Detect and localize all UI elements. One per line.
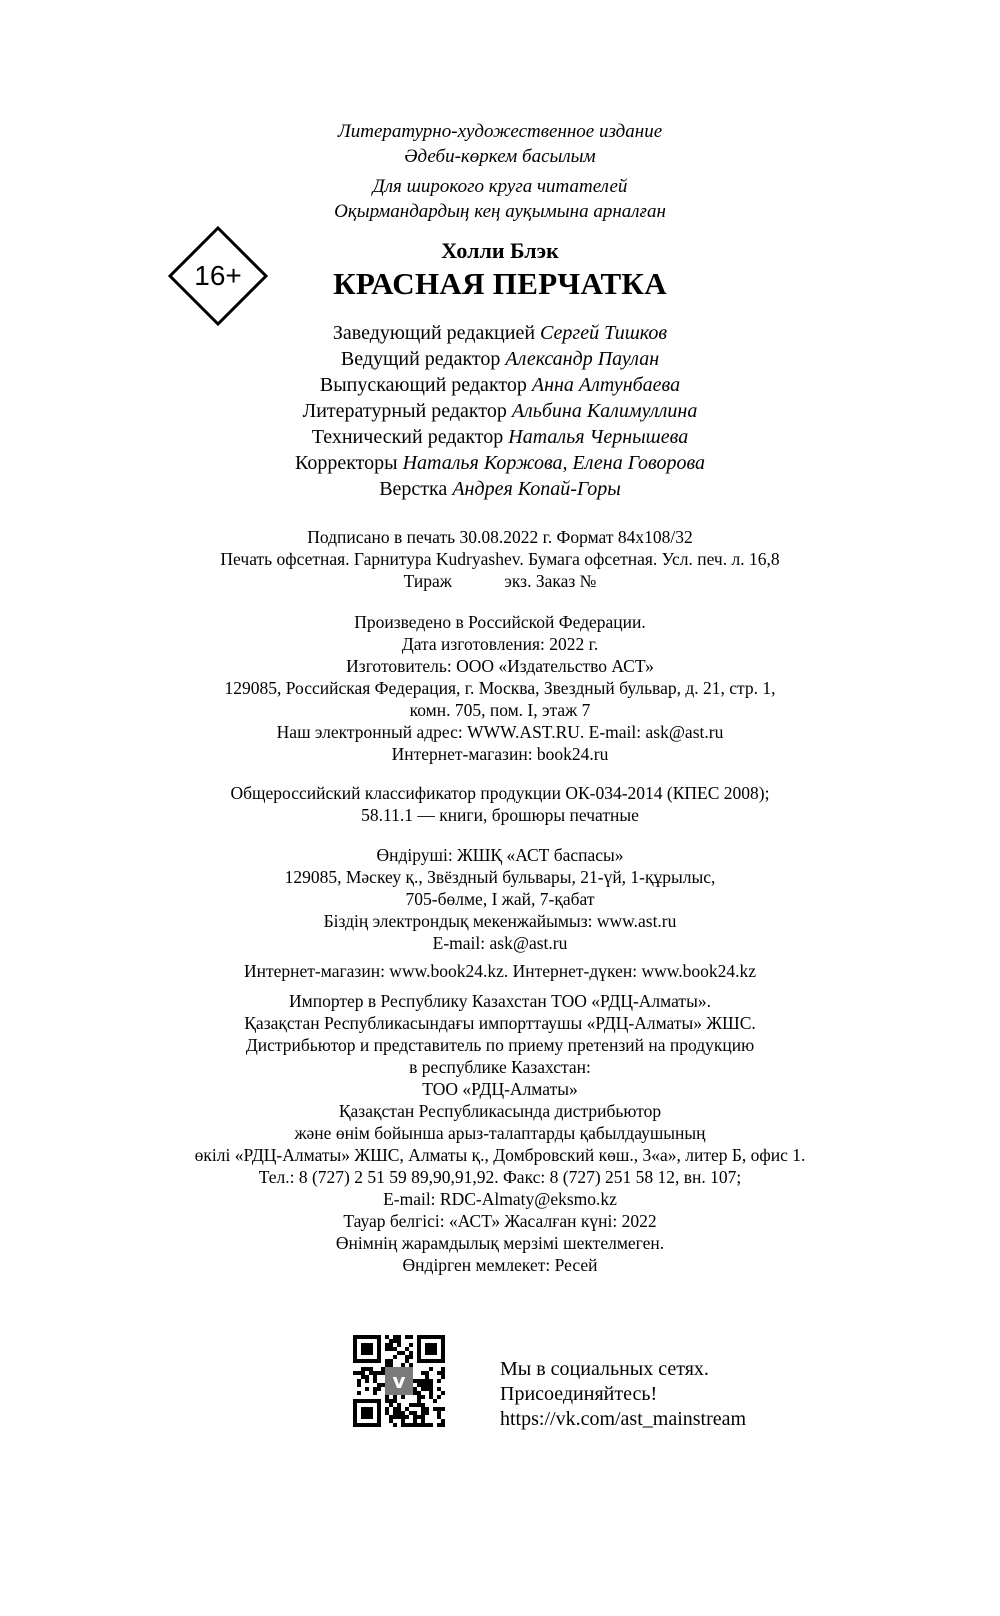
staff-person: Андрея Копай-Горы bbox=[452, 478, 621, 500]
qr-module bbox=[413, 1403, 417, 1407]
qr-module bbox=[409, 1363, 413, 1367]
qr-module bbox=[365, 1375, 369, 1379]
qr-module bbox=[393, 1347, 397, 1351]
staff-role: Выпускающий редактор bbox=[319, 374, 527, 396]
qr-module bbox=[425, 1387, 429, 1391]
importer-line: E-mail: RDC-Almaty@eksmo.kz bbox=[383, 1189, 617, 1209]
book-title: КРАСНАЯ ПЕРЧАТКА bbox=[333, 266, 667, 301]
manufacturer-kz-line: E-mail: ask@ast.ru bbox=[432, 933, 568, 953]
importer-line: Тел.: 8 (727) 2 51 59 89,90,91,92. Факс: 8 (727) 251 58 12, вн. 107; bbox=[258, 1167, 742, 1187]
qr-module bbox=[409, 1343, 413, 1347]
qr-module bbox=[405, 1347, 409, 1351]
qr-module bbox=[389, 1403, 393, 1407]
qr-module bbox=[385, 1347, 389, 1351]
qr-module bbox=[429, 1423, 433, 1427]
qr-module bbox=[385, 1343, 389, 1347]
qr-module bbox=[437, 1379, 441, 1383]
audience-kz: Оқырмандардың кең ауқымына арналған bbox=[334, 201, 666, 222]
qr-module bbox=[417, 1383, 421, 1387]
qr-module bbox=[393, 1335, 397, 1339]
qr-module bbox=[417, 1399, 421, 1403]
qr-module bbox=[421, 1415, 425, 1419]
qr-module bbox=[357, 1383, 361, 1387]
qr-module bbox=[417, 1423, 421, 1427]
qr-module bbox=[385, 1411, 389, 1415]
qr-module bbox=[365, 1387, 369, 1391]
staff-person: Альбина Калимуллина bbox=[511, 400, 698, 422]
qr-module bbox=[385, 1399, 389, 1403]
qr-module bbox=[405, 1355, 409, 1359]
qr-module bbox=[405, 1335, 409, 1339]
qr-module bbox=[425, 1379, 429, 1383]
print-info-line: Печать офсетная. Гарнитура Kudryashev. Бумага офсетная. Усл. печ. л. 16,8 bbox=[220, 549, 780, 569]
qr-module bbox=[417, 1415, 421, 1419]
qr-module bbox=[381, 1383, 385, 1387]
staff-person: Александр Паулан bbox=[505, 348, 660, 370]
qr-module bbox=[437, 1423, 441, 1427]
qr-module bbox=[397, 1335, 401, 1339]
qr-module bbox=[421, 1387, 425, 1391]
importer-line: в республике Казахстан: bbox=[409, 1057, 591, 1077]
qr-module bbox=[441, 1367, 445, 1371]
manufacturer-ru-line: Наш электронный адрес: WWW.AST.RU. E-mail: ask@ast.ru bbox=[276, 722, 724, 742]
qr-module bbox=[401, 1415, 405, 1419]
importer-line: ТОО «РДЦ-Алматы» bbox=[422, 1079, 578, 1099]
qr-module bbox=[417, 1395, 421, 1399]
qr-module bbox=[393, 1399, 397, 1403]
manufacturer-kz-line: 705-бөлме, I жай, 7-қабат bbox=[405, 889, 595, 909]
qr-module bbox=[401, 1419, 405, 1423]
qr-module bbox=[429, 1383, 433, 1387]
qr-module bbox=[425, 1423, 429, 1427]
qr-module bbox=[409, 1403, 413, 1407]
qr-module bbox=[377, 1383, 381, 1387]
classifier-line: 58.11.1 — книги, брошюры печатные bbox=[361, 805, 639, 825]
qr-module bbox=[421, 1395, 425, 1399]
qr-finder-core bbox=[361, 1407, 373, 1419]
classifier-line: Общероссийский классификатор продукции ОК-034-2014 (КПЕС 2008); bbox=[230, 783, 770, 803]
qr-module bbox=[389, 1415, 393, 1419]
qr-module bbox=[361, 1371, 365, 1375]
qr-module bbox=[397, 1343, 401, 1347]
staff-person: Анна Алтунбаева bbox=[531, 374, 681, 396]
staff-row bbox=[0, 452, 1000, 475]
staff-row bbox=[0, 374, 1000, 397]
online-shops-line: Интернет-магазин: www.book24.kz. Интернет-дүкен: www.book24.kz bbox=[243, 961, 757, 981]
qr-module bbox=[437, 1411, 441, 1415]
qr-module bbox=[441, 1371, 445, 1375]
importer-line: және өнім бойынша арыз-талаптарды қабылдаушының bbox=[294, 1123, 706, 1143]
qr-module bbox=[385, 1335, 389, 1339]
importer-line: Өндірген мемлекет: Ресей bbox=[402, 1255, 598, 1275]
importer-line: Импортер в Республику Казахстан ТОО «РДЦ-Алматы». bbox=[289, 991, 711, 1011]
qr-module bbox=[421, 1419, 425, 1423]
qr-module bbox=[425, 1383, 429, 1387]
qr-module bbox=[385, 1395, 389, 1399]
qr-module bbox=[417, 1391, 421, 1395]
social-block bbox=[500, 1357, 746, 1432]
staff-row bbox=[0, 426, 1000, 449]
manufacturer-ru-line: Интернет-магазин: book24.ru bbox=[391, 744, 609, 764]
qr-module bbox=[417, 1379, 421, 1383]
qr-module bbox=[421, 1403, 425, 1407]
genre-ru: Литературно-художественное издание bbox=[337, 121, 663, 142]
qr-finder-core bbox=[425, 1343, 437, 1355]
qr-module bbox=[409, 1355, 413, 1359]
manufacturer-ru-line: Дата изготовления: 2022 г. bbox=[401, 634, 599, 654]
qr-finder-core bbox=[361, 1343, 373, 1355]
qr-module bbox=[373, 1391, 377, 1395]
qr-module bbox=[377, 1387, 381, 1391]
qr-module bbox=[405, 1407, 409, 1411]
qr-module bbox=[421, 1371, 425, 1375]
qr-module bbox=[421, 1423, 425, 1427]
qr-module bbox=[429, 1395, 433, 1399]
print-info-line: Подписано в печать 30.08.2022 г. Формат 84х108/32 bbox=[307, 527, 693, 547]
qr-module bbox=[393, 1411, 397, 1415]
qr-module bbox=[357, 1379, 361, 1383]
qr-module bbox=[437, 1407, 441, 1411]
social-line-2: Присоединяйтесь! bbox=[500, 1383, 658, 1405]
qr-module bbox=[389, 1363, 393, 1367]
qr-module bbox=[421, 1379, 425, 1383]
qr-module bbox=[385, 1363, 389, 1367]
importer-line: Тауар белгісі: «АСТ» Жасалған күні: 2022 bbox=[343, 1211, 657, 1231]
qr-code-graphic bbox=[353, 1335, 445, 1427]
qr-module bbox=[401, 1351, 405, 1355]
qr-module bbox=[405, 1359, 409, 1363]
qr-module bbox=[365, 1367, 369, 1371]
qr-module bbox=[397, 1407, 401, 1411]
qr-module bbox=[357, 1391, 361, 1395]
social-line-1: Мы в социальных сетях. bbox=[500, 1358, 709, 1380]
qr-module bbox=[441, 1419, 445, 1423]
qr-module bbox=[393, 1339, 397, 1343]
qr-module bbox=[441, 1407, 445, 1411]
qr-module bbox=[393, 1423, 397, 1427]
qr-module bbox=[413, 1415, 417, 1419]
qr-module bbox=[357, 1371, 361, 1375]
qr-module bbox=[389, 1359, 393, 1363]
qr-module bbox=[381, 1367, 385, 1371]
importer-line: Дистрибьютор и представитель по приему претензий на продукцию bbox=[245, 1035, 755, 1055]
importer-line: Өнімнің жарамдылық мерзімі шектелмеген. bbox=[335, 1233, 665, 1253]
qr-module bbox=[385, 1359, 389, 1363]
staff-role: Заведующий редакцией bbox=[332, 322, 536, 344]
qr-module bbox=[389, 1339, 393, 1343]
qr-module bbox=[369, 1371, 373, 1375]
manufacturer-kz-line: 129085, Мәскеу қ., Звёздный бульвары, 21-үй, 1-құрылыс, bbox=[284, 867, 716, 887]
manufacturer-kz-line: Өндіруші: ЖШҚ «АСТ баспасы» bbox=[376, 845, 624, 865]
qr-module bbox=[393, 1407, 397, 1411]
qr-module bbox=[405, 1423, 409, 1427]
manufacturer-ru-line: Произведено в Российской Федерации. bbox=[354, 612, 646, 632]
staff-row bbox=[0, 322, 1000, 345]
importer-line: Қазақстан Республикасында дистрибьютор bbox=[338, 1101, 662, 1121]
qr-module bbox=[437, 1395, 441, 1399]
staff-person: Сергей Тишков bbox=[540, 322, 668, 344]
qr-module bbox=[373, 1375, 377, 1379]
staff-role: Верстка bbox=[379, 478, 448, 500]
qr-module bbox=[405, 1415, 409, 1419]
qr-module bbox=[373, 1387, 377, 1391]
importer-line: өкілі «РДЦ-Алматы» ЖШС, Алматы қ., Домбровский көш., 3«а», литер Б, офис 1. bbox=[194, 1145, 806, 1165]
qr-module bbox=[429, 1367, 433, 1371]
qr-module bbox=[401, 1423, 405, 1427]
qr-module bbox=[425, 1407, 429, 1411]
qr-module bbox=[413, 1419, 417, 1423]
genre-kz: Әдеби-көркем басылым bbox=[404, 146, 596, 167]
qr-module bbox=[401, 1411, 405, 1415]
qr-module bbox=[413, 1391, 417, 1395]
qr-module bbox=[417, 1403, 421, 1407]
qr-module bbox=[409, 1423, 413, 1427]
staff-person: Наталья Коржова, Елена Говорова bbox=[402, 452, 706, 474]
qr-module bbox=[425, 1411, 429, 1415]
qr-module bbox=[397, 1351, 401, 1355]
staff-person: Наталья Чернышева bbox=[508, 426, 689, 448]
qr-module bbox=[397, 1415, 401, 1419]
qr-module bbox=[409, 1411, 413, 1415]
qr-module bbox=[409, 1351, 413, 1355]
qr-module bbox=[401, 1363, 405, 1367]
qr-module bbox=[429, 1391, 433, 1395]
audience-ru: Для широкого круга читателей bbox=[372, 176, 628, 197]
qr-module bbox=[409, 1335, 413, 1339]
qr-code-icon[interactable] bbox=[353, 1335, 445, 1427]
qr-module bbox=[413, 1387, 417, 1391]
qr-module bbox=[393, 1415, 397, 1419]
qr-module bbox=[381, 1371, 385, 1375]
qr-module bbox=[437, 1371, 441, 1375]
manufacturer-ru-line: комн. 705, пом. I, этаж 7 bbox=[409, 700, 591, 720]
qr-module bbox=[393, 1355, 397, 1359]
qr-module bbox=[397, 1403, 401, 1407]
qr-module bbox=[413, 1423, 417, 1427]
qr-module bbox=[421, 1383, 425, 1387]
qr-module bbox=[421, 1407, 425, 1411]
qr-module bbox=[377, 1371, 381, 1375]
qr-module bbox=[385, 1407, 389, 1411]
social-link[interactable]: https://vk.com/ast_mainstream bbox=[500, 1408, 747, 1430]
book-author: Холли Блэк bbox=[441, 238, 559, 263]
qr-module bbox=[437, 1415, 441, 1419]
qr-module bbox=[389, 1343, 393, 1347]
staff-role: Литературный редактор bbox=[302, 400, 507, 422]
qr-module bbox=[361, 1375, 365, 1379]
qr-module bbox=[433, 1399, 437, 1403]
print-info-line: Тираж экз. Заказ № bbox=[403, 571, 597, 591]
qr-module bbox=[389, 1399, 393, 1403]
qr-module bbox=[441, 1391, 445, 1395]
manufacturer-ru-line: 129085, Российская Федерация, г. Москва, Звездный бульвар, д. 21, стр. 1, bbox=[224, 678, 776, 698]
qr-module bbox=[413, 1411, 417, 1415]
qr-module bbox=[425, 1375, 429, 1379]
staff-role: Технический редактор bbox=[311, 426, 504, 448]
qr-module bbox=[429, 1379, 433, 1383]
qr-module bbox=[421, 1411, 425, 1415]
qr-module bbox=[441, 1423, 445, 1427]
vk-logo-icon: v bbox=[392, 1369, 406, 1394]
qr-module bbox=[429, 1387, 433, 1391]
qr-module bbox=[393, 1395, 397, 1399]
qr-module bbox=[413, 1379, 417, 1383]
qr-module bbox=[373, 1371, 377, 1375]
qr-module bbox=[389, 1419, 393, 1423]
staff-row bbox=[0, 400, 1000, 423]
age-rating-label: 16+ bbox=[194, 260, 242, 291]
qr-module bbox=[353, 1371, 357, 1375]
qr-module bbox=[401, 1395, 405, 1399]
qr-module bbox=[365, 1379, 369, 1383]
staff-row bbox=[0, 478, 1000, 501]
staff-role: Корректоры bbox=[294, 452, 398, 474]
manufacturer-ru-line: Изготовитель: ООО «Издательство АСТ» bbox=[346, 656, 654, 676]
qr-module bbox=[433, 1407, 437, 1411]
manufacturer-kz-line: Біздің электрондық мекенжайымыз: www.ast.ru bbox=[323, 911, 677, 931]
qr-module bbox=[441, 1375, 445, 1379]
qr-module bbox=[425, 1371, 429, 1375]
qr-module bbox=[437, 1387, 441, 1391]
staff-role: Ведущий редактор bbox=[340, 348, 501, 370]
qr-module bbox=[369, 1367, 373, 1371]
qr-module bbox=[389, 1347, 393, 1351]
qr-module bbox=[397, 1339, 401, 1343]
staff-row bbox=[0, 348, 1000, 371]
qr-module bbox=[373, 1379, 377, 1383]
qr-module bbox=[397, 1411, 401, 1415]
importer-line: Қазақстан Республикасындағы импорттаушы «РДЦ-Алматы» ЖШС. bbox=[244, 1013, 756, 1033]
qr-module bbox=[361, 1367, 365, 1371]
